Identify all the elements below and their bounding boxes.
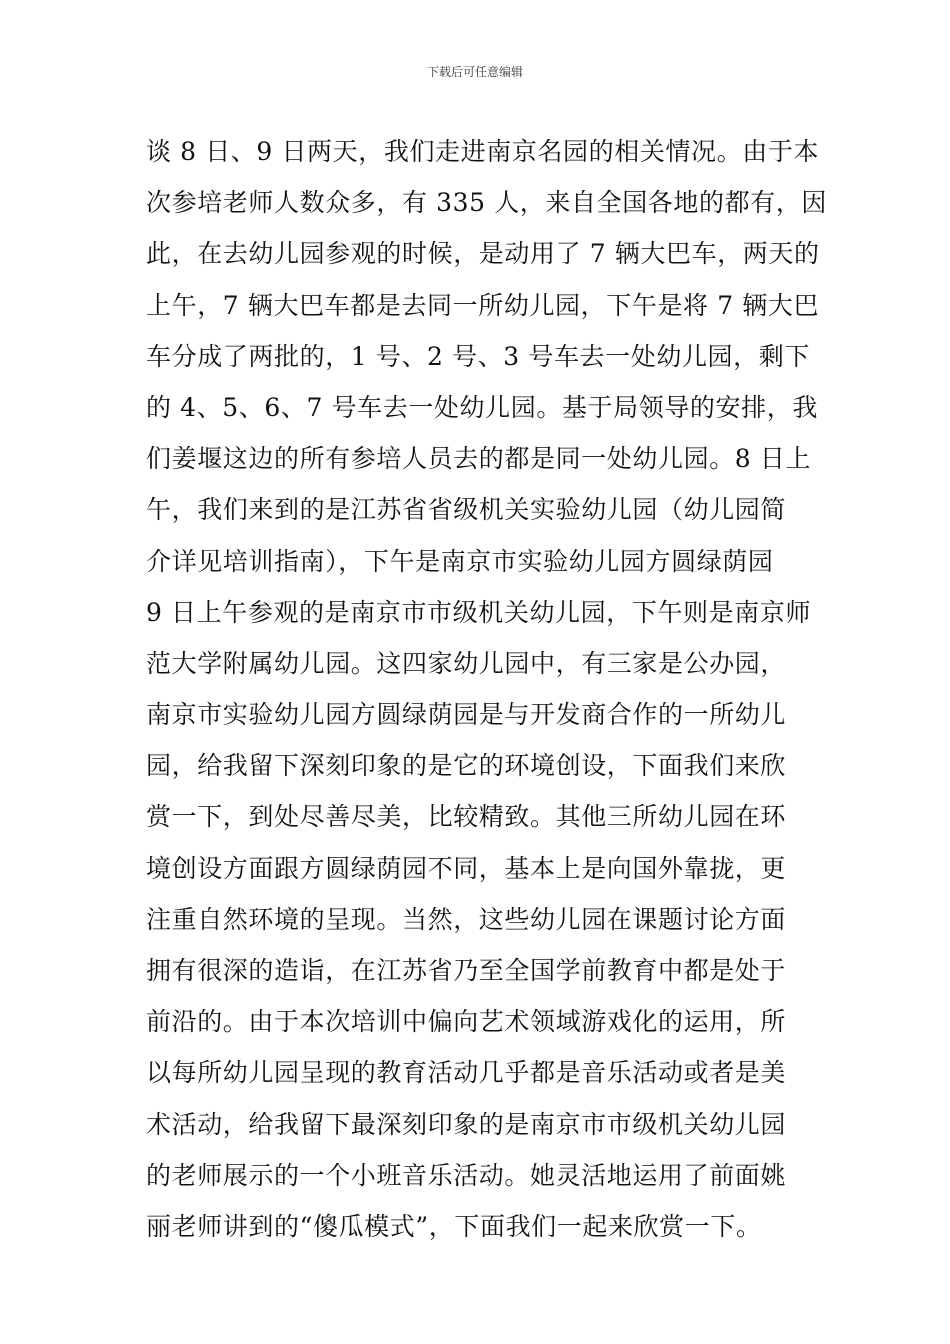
- text-line: 们姜堰这边的所有参培人员去的都是同一处幼儿园。8 日上: [146, 444, 812, 474]
- page-header-note: 下载后可任意编辑: [426, 65, 523, 79]
- text-line: 丽老师讲到的“傻瓜模式”，下面我们一起来欣赏一下。: [146, 1211, 762, 1241]
- document-body: [146, 130, 828, 1256]
- text-line: 9 日上午参观的是南京市市级机关幼儿园，下午则是南京师: [146, 597, 812, 627]
- text-line: 的 4、5、6、7 号车去一处幼儿园。基于局领导的安排，我: [146, 392, 818, 422]
- text-line: 拥有很深的造诣，在江苏省乃至全国学前教育中都是处于: [146, 956, 787, 985]
- text-line: 境创设方面跟方圆绿荫园不同，基本上是向国外靠拢，更: [146, 853, 787, 883]
- text-line: 的老师展示的一个小班音乐活动。她灵活地运用了前面姚: [146, 1160, 787, 1190]
- text-line: 谈 8 日、9 日两天，我们走进南京名园的相关情况。由于本: [146, 137, 820, 166]
- text-line: 南京市实验幼儿园方圆绿荫园是与开发商合作的一所幼儿: [146, 700, 787, 730]
- text-line: 此，在去幼儿园参观的时候，是动用了 7 辆大巴车，两天的: [146, 239, 820, 269]
- text-line: 注重自然环境的呈现。当然，这些幼儿园在课题讨论方面: [146, 904, 787, 934]
- text-line: 赏一下，到处尽善尽美，比较精致。其他三所幼儿园在环: [146, 802, 787, 832]
- text-line: 术活动，给我留下最深刻印象的是南京市市级机关幼儿园: [146, 1109, 787, 1139]
- text-line: 上午，7 辆大巴车都是去同一所幼儿园，下午是将 7 辆大巴: [146, 290, 820, 320]
- text-line: 以每所幼儿园呈现的教育活动几乎都是音乐活动或者是美: [146, 1058, 787, 1088]
- text-line: 范大学附属幼儿园。这四家幼儿园中，有三家是公办园，: [146, 648, 787, 678]
- text-line: 车分成了两批的，1 号、2 号、3 号车去一处幼儿园，剩下: [146, 341, 810, 371]
- text-line: 介详见培训指南），下午是南京市实验幼儿园方圆绿荫园: [146, 546, 774, 576]
- text-line: 前沿的。由于本次培训中偏向艺术领域游戏化的运用，所: [146, 1007, 787, 1037]
- text-line: 午，我们来到的是江苏省省级机关实验幼儿园（幼儿园简: [146, 495, 787, 525]
- text-line: 园，给我留下深刻印象的是它的环境创设，下面我们来欣: [146, 751, 787, 781]
- text-line: 次参培老师人数众多，有 335 人，来自全国各地的都有，因: [146, 188, 828, 218]
